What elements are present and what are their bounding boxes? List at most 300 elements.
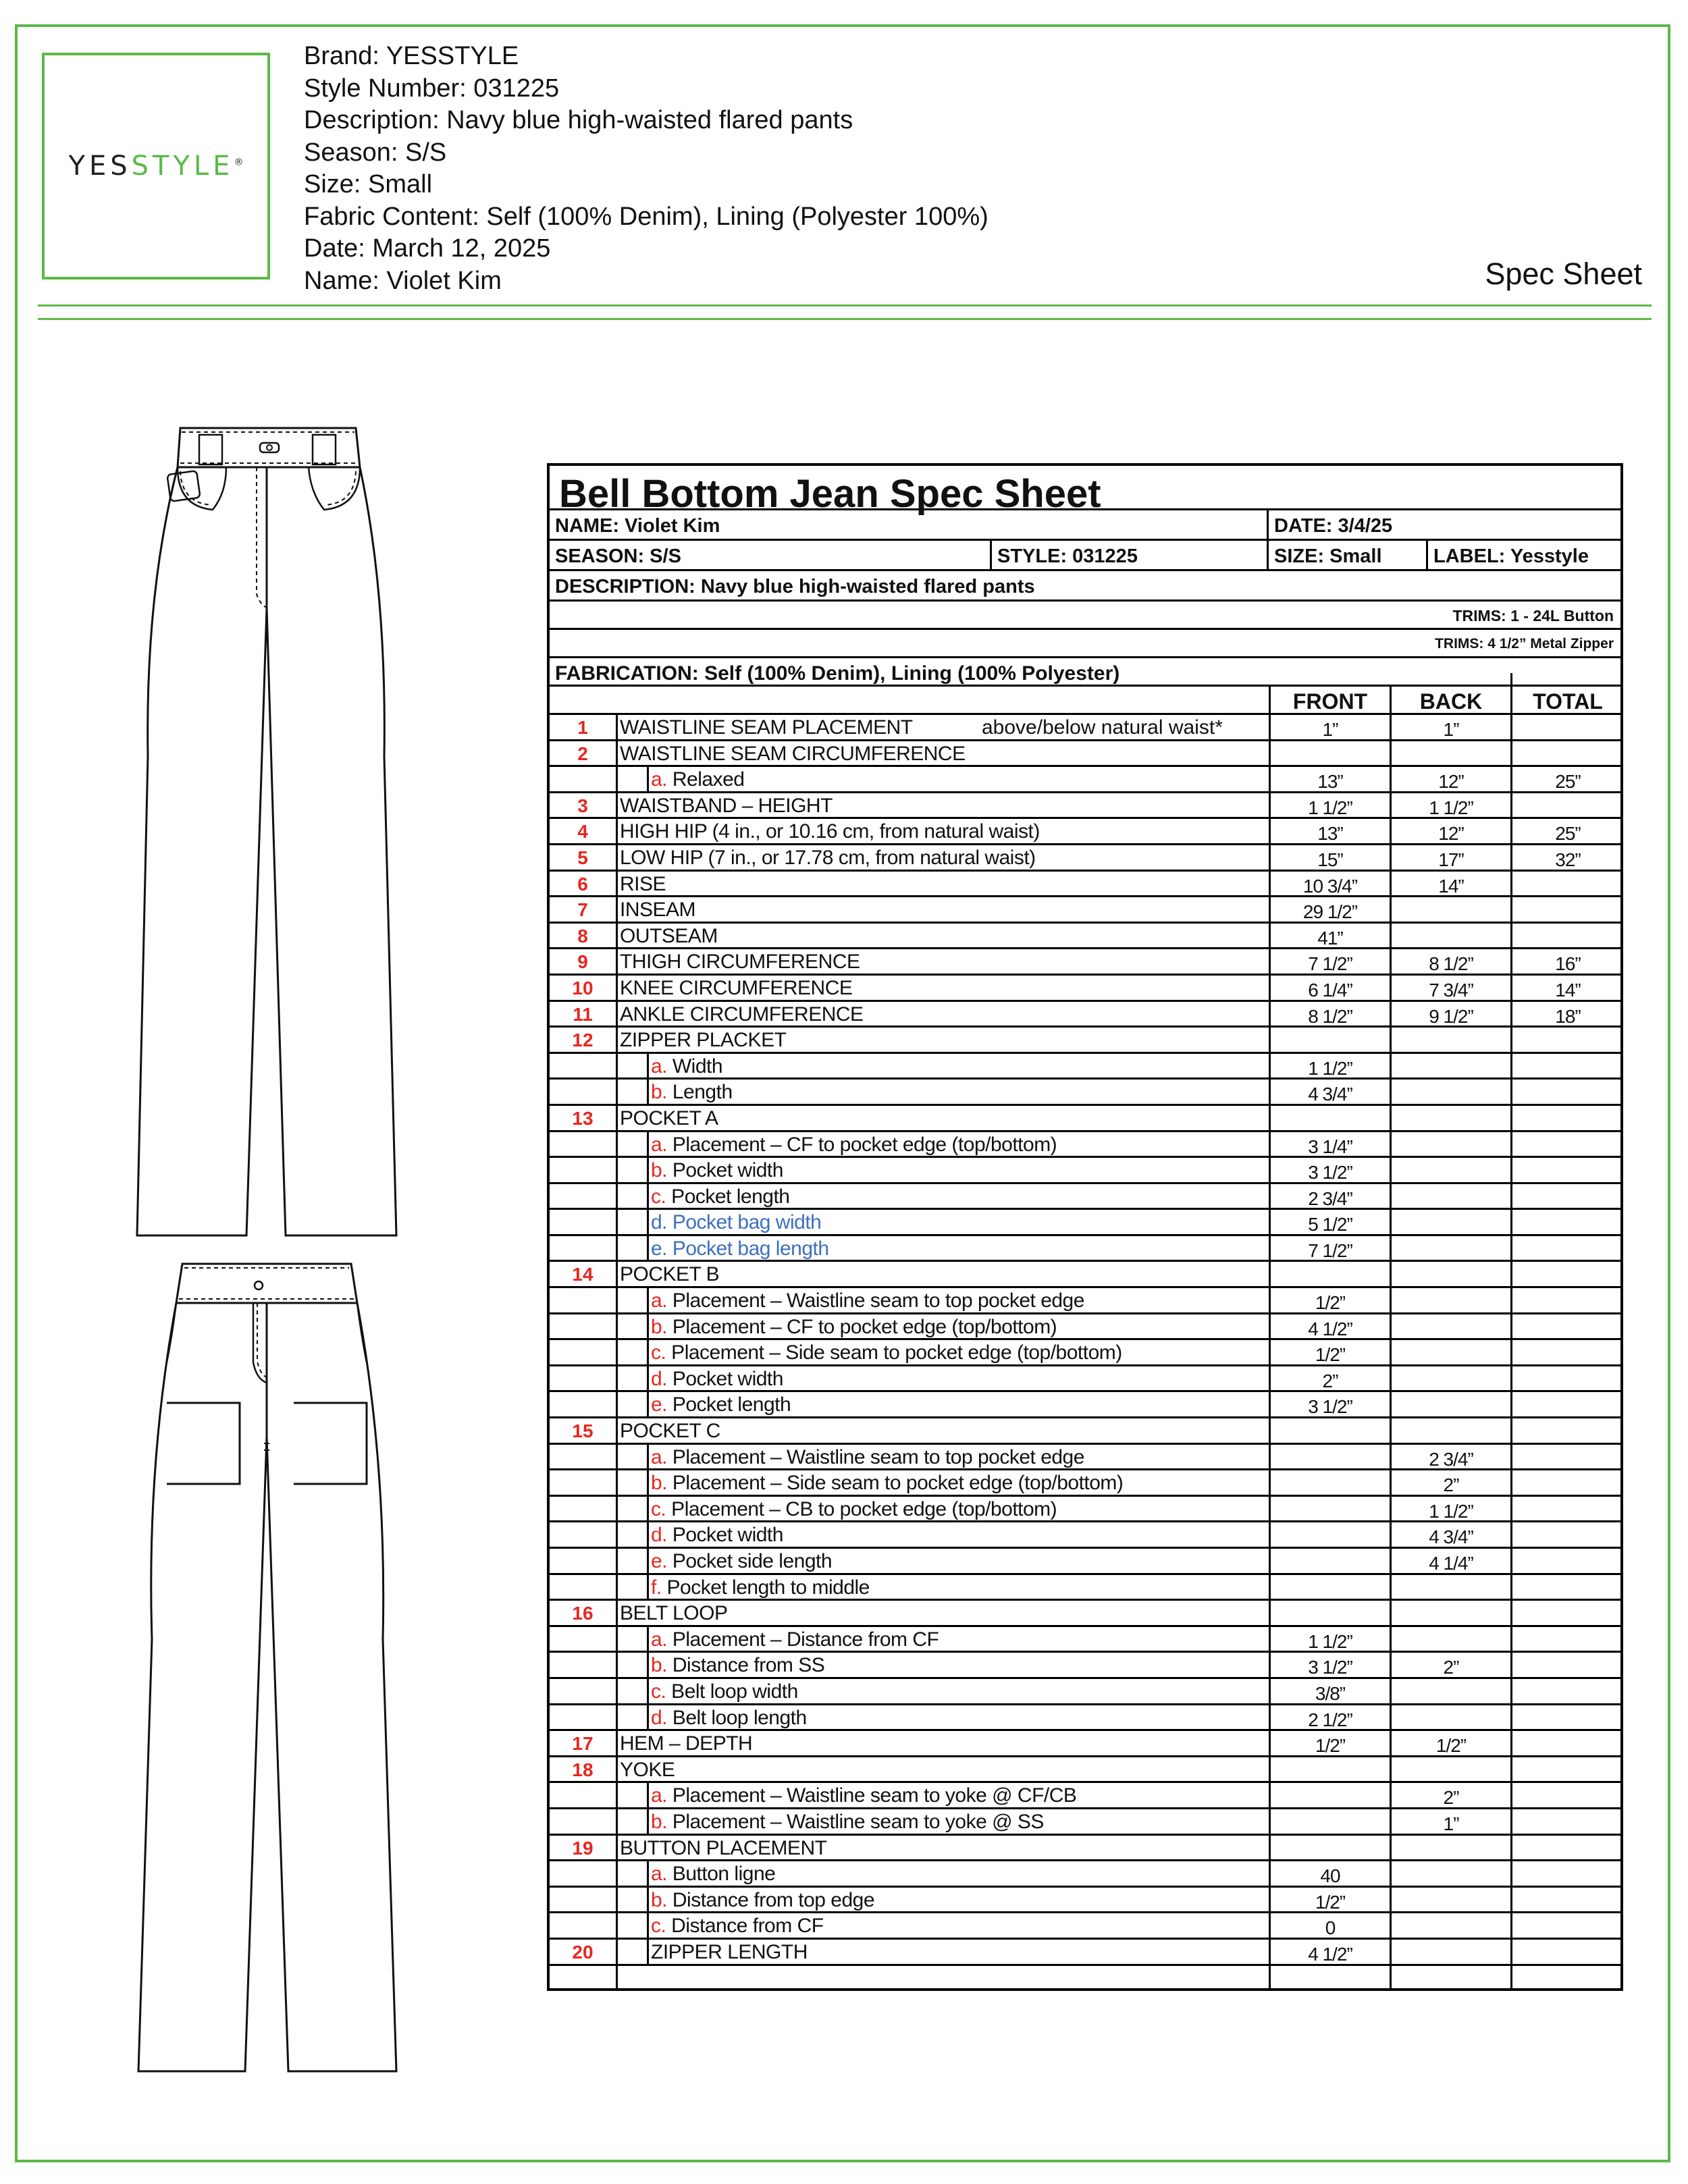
divider bbox=[616, 897, 618, 922]
divider bbox=[616, 1888, 618, 1912]
item-label-text: KNEE CIRCUMFERENCE bbox=[620, 976, 853, 999]
divider bbox=[647, 1522, 649, 1547]
divider bbox=[616, 1940, 618, 1964]
item-label bbox=[620, 1418, 720, 1444]
item-label-text: Distance from top edge bbox=[667, 1888, 875, 1911]
item-label-text: Placement – Waistline seam to yoke @ SS bbox=[667, 1810, 1044, 1833]
divider bbox=[616, 1080, 618, 1104]
item-letter: c. bbox=[651, 1915, 666, 1938]
divider bbox=[616, 715, 618, 739]
front-value: 1 1/2” bbox=[1308, 797, 1352, 818]
divider bbox=[1390, 897, 1392, 922]
front-value: 0 bbox=[1325, 1917, 1336, 1939]
front-value: 3 1/2” bbox=[1308, 1396, 1352, 1418]
divider bbox=[1510, 1601, 1512, 1625]
item-letter: b. bbox=[651, 1159, 668, 1182]
divider bbox=[1269, 1470, 1271, 1495]
doc-type-title: Spec Sheet bbox=[1485, 257, 1642, 291]
front-value: 6 1/4” bbox=[1308, 979, 1352, 1001]
divider bbox=[647, 1861, 649, 1886]
item-number: 18 bbox=[572, 1759, 594, 1780]
measurement-row bbox=[550, 1314, 1620, 1341]
divider bbox=[1390, 1966, 1392, 1988]
season-cell: SEASON: S/S bbox=[555, 545, 681, 567]
item-note: above/below natural waist* bbox=[982, 716, 1223, 739]
item-label bbox=[651, 1158, 783, 1183]
front-value: 10 3/4” bbox=[1302, 875, 1358, 897]
measurement-row bbox=[550, 1861, 1620, 1888]
divider bbox=[1269, 1809, 1271, 1834]
measurement-row bbox=[550, 1757, 1620, 1784]
item-label bbox=[620, 1106, 718, 1131]
item-label-text: Placement – CF to pocket edge (top/bottom) bbox=[667, 1133, 1057, 1156]
measurement-row bbox=[550, 1288, 1620, 1314]
divider bbox=[616, 1445, 618, 1469]
front-value: 4 1/2” bbox=[1308, 1318, 1352, 1339]
divider bbox=[647, 1913, 649, 1938]
front-value: 1/2” bbox=[1315, 1292, 1346, 1314]
description-row bbox=[550, 571, 1620, 602]
divider bbox=[616, 1392, 618, 1416]
divider bbox=[1390, 1913, 1392, 1938]
item-label bbox=[620, 845, 1036, 871]
divider bbox=[1390, 1158, 1392, 1182]
divider bbox=[1390, 1340, 1392, 1364]
divider bbox=[647, 767, 649, 791]
item-number: 7 bbox=[577, 899, 588, 921]
divider bbox=[1390, 1836, 1392, 1860]
total-value: 18” bbox=[1555, 1005, 1581, 1027]
divider bbox=[647, 1705, 649, 1730]
item-label-text: BELT LOOP bbox=[620, 1602, 728, 1625]
measurement-row bbox=[550, 1132, 1620, 1158]
divider bbox=[1269, 1262, 1271, 1286]
item-number: 15 bbox=[572, 1420, 594, 1442]
front-value: 13” bbox=[1317, 771, 1343, 793]
item-label bbox=[620, 949, 860, 975]
divider bbox=[1510, 1470, 1512, 1495]
measurement-row bbox=[550, 1653, 1620, 1679]
divider bbox=[647, 1470, 649, 1495]
trims-row-2 bbox=[550, 630, 1620, 658]
name-line: Name: Violet Kim bbox=[304, 266, 502, 295]
front-value: 1/2” bbox=[1315, 1891, 1346, 1913]
item-letter: a. bbox=[651, 1055, 668, 1077]
item-label bbox=[620, 924, 718, 949]
divider bbox=[616, 1966, 618, 1988]
back-value: 4 3/4” bbox=[1429, 1526, 1473, 1548]
measurement-row bbox=[550, 1392, 1620, 1418]
item-label bbox=[651, 1497, 1057, 1522]
item-letter: a. bbox=[651, 1628, 668, 1651]
divider bbox=[616, 949, 618, 974]
divider bbox=[616, 741, 618, 766]
back-value: 12” bbox=[1438, 771, 1464, 793]
measurement-row bbox=[550, 1705, 1620, 1732]
item-label-text: Pocket length to middle bbox=[661, 1576, 870, 1599]
back-value: 1” bbox=[1443, 1813, 1459, 1834]
divider bbox=[647, 1549, 649, 1573]
divider bbox=[1390, 1314, 1392, 1339]
divider bbox=[1510, 1080, 1512, 1104]
divider bbox=[1269, 1522, 1271, 1547]
item-label-text: Pocket length bbox=[666, 1185, 790, 1208]
divider bbox=[1269, 1966, 1271, 1988]
divider bbox=[1510, 1054, 1512, 1078]
back-value: 17” bbox=[1438, 849, 1464, 870]
divider bbox=[1510, 1418, 1512, 1443]
divider bbox=[1390, 741, 1392, 766]
divider bbox=[1510, 872, 1512, 896]
divider bbox=[647, 1783, 649, 1807]
item-number: 20 bbox=[572, 1941, 594, 1963]
divider bbox=[1390, 1132, 1392, 1156]
divider bbox=[1510, 1913, 1512, 1938]
item-label-text: Belt loop width bbox=[666, 1680, 798, 1703]
back-value: 2” bbox=[1443, 1657, 1459, 1678]
measurement-row bbox=[550, 897, 1620, 924]
measurement-row bbox=[550, 1913, 1620, 1940]
divider bbox=[616, 924, 618, 948]
divider bbox=[616, 845, 618, 870]
item-letter: b. bbox=[651, 1081, 668, 1104]
item-letter: b. bbox=[651, 1472, 668, 1495]
divider bbox=[616, 1731, 618, 1755]
front-value: 1” bbox=[1322, 719, 1338, 740]
divider bbox=[616, 1913, 618, 1938]
divider bbox=[1269, 1757, 1271, 1782]
divider bbox=[1510, 1888, 1512, 1912]
divider bbox=[1510, 1184, 1512, 1208]
front-value: 1 1/2” bbox=[1308, 1630, 1352, 1652]
item-letter: e. bbox=[651, 1550, 668, 1572]
measurement-row bbox=[550, 741, 1620, 768]
divider bbox=[1390, 1080, 1392, 1104]
divider bbox=[647, 1809, 649, 1834]
item-label-text: Distance from CF bbox=[666, 1915, 824, 1938]
divider bbox=[647, 1210, 649, 1234]
item-label bbox=[651, 1236, 829, 1262]
item-label bbox=[620, 1002, 864, 1028]
divider bbox=[1390, 1861, 1392, 1886]
item-number: 12 bbox=[572, 1030, 594, 1051]
item-letter: a. bbox=[651, 1863, 668, 1886]
front-value: 29 1/2” bbox=[1302, 901, 1358, 923]
divider bbox=[616, 793, 618, 818]
divider bbox=[1510, 1940, 1512, 1964]
divider bbox=[1510, 1627, 1512, 1651]
divider bbox=[616, 1653, 618, 1677]
divider bbox=[616, 1470, 618, 1495]
item-number: 10 bbox=[572, 977, 594, 998]
item-label-text: POCKET A bbox=[620, 1107, 718, 1129]
front-value: 3 1/2” bbox=[1308, 1657, 1352, 1678]
item-label bbox=[620, 1262, 719, 1287]
season-line: Season: S/S bbox=[304, 138, 447, 167]
back-value: 1 1/2” bbox=[1429, 797, 1473, 818]
item-letter: e. bbox=[651, 1393, 668, 1416]
item-number: 11 bbox=[573, 1003, 593, 1025]
measurement-row bbox=[550, 1627, 1620, 1653]
divider bbox=[1510, 1210, 1512, 1234]
divider bbox=[1510, 1966, 1512, 1988]
item-label-text: Placement – Waistline seam to top pocket edge bbox=[667, 1289, 1084, 1312]
front-value: 3 1/2” bbox=[1308, 1162, 1352, 1183]
item-label bbox=[620, 1731, 752, 1757]
divider bbox=[1510, 673, 1512, 685]
divider bbox=[1510, 741, 1512, 766]
date-line: Date: March 12, 2025 bbox=[304, 234, 551, 263]
back-value: 9 1/2” bbox=[1429, 1005, 1473, 1027]
divider bbox=[1510, 1731, 1512, 1755]
divider bbox=[1390, 1236, 1392, 1260]
divider bbox=[616, 1418, 618, 1443]
divider bbox=[616, 1366, 618, 1391]
measurement-row bbox=[550, 819, 1620, 845]
front-value: 2 1/2” bbox=[1308, 1709, 1352, 1730]
measurement-row bbox=[550, 1549, 1620, 1575]
item-label-text: WAISTBAND – HEIGHT bbox=[620, 794, 833, 817]
divider bbox=[647, 1366, 649, 1391]
item-label bbox=[651, 1080, 733, 1105]
item-label-text: Placement – Waistline seam to top pocket edge bbox=[667, 1445, 1084, 1468]
item-label bbox=[651, 1522, 783, 1548]
logo-text: YESSTYLE® bbox=[68, 151, 244, 182]
item-letter: c. bbox=[651, 1680, 666, 1703]
item-number: 13 bbox=[572, 1107, 594, 1129]
item-label bbox=[620, 872, 666, 897]
divider bbox=[616, 1236, 618, 1260]
total-value: 25” bbox=[1555, 823, 1581, 845]
total-value: 16” bbox=[1555, 953, 1581, 975]
item-label-text: Relaxed bbox=[667, 768, 745, 791]
back-value: 2 3/4” bbox=[1429, 1448, 1473, 1470]
item-label bbox=[651, 1913, 824, 1939]
divider bbox=[1510, 1288, 1512, 1312]
divider bbox=[616, 1575, 618, 1599]
divider bbox=[1510, 1522, 1512, 1547]
divider bbox=[1390, 1888, 1392, 1912]
divider bbox=[1390, 1210, 1392, 1234]
item-label-text: ZIPPER PLACKET bbox=[620, 1029, 787, 1052]
divider bbox=[1510, 924, 1512, 948]
divider bbox=[616, 1262, 618, 1286]
item-label bbox=[651, 1470, 1123, 1496]
divider bbox=[1269, 1445, 1271, 1469]
measurement-row bbox=[550, 1679, 1620, 1705]
item-letter: b. bbox=[651, 1654, 668, 1677]
divider bbox=[1510, 1836, 1512, 1860]
fabric-line: Fabric Content: Self (100% Denim), Lining (Polyester 100%) bbox=[304, 202, 988, 231]
measurement-rows bbox=[550, 715, 1620, 1966]
size-line: Size: Small bbox=[304, 170, 433, 198]
item-label-text: Pocket width bbox=[667, 1159, 783, 1182]
item-label-text: BUTTON PLACEMENT bbox=[620, 1836, 827, 1859]
divider bbox=[647, 1679, 649, 1703]
divider bbox=[1510, 1314, 1512, 1339]
item-label bbox=[651, 1054, 722, 1080]
front-value: 5 1/2” bbox=[1308, 1214, 1352, 1235]
divider bbox=[647, 1575, 649, 1599]
trims-zipper: TRIMS: 4 1/2” Metal Zipper bbox=[1435, 636, 1614, 651]
item-number: 14 bbox=[572, 1264, 594, 1285]
measurement-row bbox=[550, 1522, 1620, 1549]
item-label bbox=[651, 1184, 789, 1210]
divider bbox=[1390, 1366, 1392, 1391]
item-label-text: Button ligne bbox=[667, 1863, 776, 1886]
measurement-row bbox=[550, 1340, 1620, 1366]
measurement-row bbox=[550, 1106, 1620, 1132]
size-cell: SIZE: Small bbox=[1274, 545, 1382, 567]
divider bbox=[616, 1809, 618, 1834]
item-label bbox=[651, 1549, 832, 1574]
item-letter: a. bbox=[651, 768, 668, 791]
header-info bbox=[304, 41, 988, 297]
item-number: 5 bbox=[577, 847, 588, 868]
divider bbox=[616, 1836, 618, 1860]
divider bbox=[616, 976, 618, 1000]
item-letter: d. bbox=[651, 1211, 668, 1234]
item-label-text: Pocket width bbox=[667, 1367, 783, 1390]
divider bbox=[647, 1314, 649, 1339]
brand-logo bbox=[42, 53, 270, 279]
empty-final-row bbox=[550, 1966, 1620, 1988]
divider bbox=[1269, 1106, 1271, 1130]
divider bbox=[616, 1705, 618, 1730]
total-value: 32” bbox=[1555, 849, 1581, 870]
item-label-text: Placement – CB to pocket edge (top/bottom) bbox=[666, 1497, 1057, 1520]
item-letter: a. bbox=[651, 1289, 668, 1312]
divider bbox=[616, 767, 618, 791]
divider bbox=[1510, 1861, 1512, 1886]
divider bbox=[1269, 1836, 1271, 1860]
front-value: 15” bbox=[1317, 849, 1343, 870]
item-letter: b. bbox=[651, 1315, 668, 1338]
divider bbox=[647, 1497, 649, 1521]
item-number: 17 bbox=[572, 1733, 594, 1755]
item-label bbox=[620, 1757, 675, 1783]
divider bbox=[1269, 1418, 1271, 1443]
front-column-header: FRONT bbox=[1292, 689, 1368, 714]
item-label-text: Length bbox=[667, 1081, 733, 1104]
divider bbox=[616, 872, 618, 896]
item-number: 19 bbox=[572, 1837, 594, 1859]
divider bbox=[616, 1288, 618, 1312]
measurement-row bbox=[550, 1601, 1620, 1627]
front-value: 1/2” bbox=[1315, 1735, 1346, 1757]
trims-row-1 bbox=[550, 602, 1620, 630]
measurement-row bbox=[550, 1158, 1620, 1184]
divider bbox=[616, 1106, 618, 1130]
item-label bbox=[651, 1653, 824, 1678]
item-label bbox=[620, 976, 852, 1001]
name-date-row bbox=[550, 510, 1620, 541]
divider bbox=[616, 1132, 618, 1156]
item-label bbox=[651, 1340, 1122, 1366]
divider bbox=[1510, 1158, 1512, 1182]
item-letter: c. bbox=[651, 1341, 666, 1364]
item-label-text: Placement – CF to pocket edge (top/bottom) bbox=[667, 1315, 1057, 1338]
divider bbox=[1390, 1757, 1392, 1782]
measurement-row bbox=[550, 1054, 1620, 1080]
item-letter: d. bbox=[651, 1367, 668, 1390]
divider bbox=[1510, 1236, 1512, 1260]
measurement-row bbox=[550, 1809, 1620, 1836]
divider bbox=[1390, 1392, 1392, 1416]
item-label-text: Belt loop length bbox=[667, 1706, 807, 1729]
style-number-line: Style Number: 031225 bbox=[304, 74, 560, 103]
back-value: 1” bbox=[1443, 719, 1459, 740]
total-value: 14” bbox=[1555, 979, 1581, 1001]
divider bbox=[1510, 1392, 1512, 1416]
divider bbox=[1390, 1054, 1392, 1078]
item-label bbox=[651, 1679, 798, 1705]
divider bbox=[1390, 924, 1392, 948]
divider bbox=[616, 1340, 618, 1364]
divider bbox=[1510, 1757, 1512, 1782]
item-label bbox=[651, 1705, 807, 1731]
item-letter: c. bbox=[651, 1185, 666, 1208]
divider bbox=[1510, 1340, 1512, 1364]
divider bbox=[647, 1236, 649, 1260]
item-number: 1 bbox=[577, 717, 588, 738]
divider bbox=[1510, 897, 1512, 922]
item-number: 6 bbox=[577, 873, 588, 895]
item-label-text: OUTSEAM bbox=[620, 924, 718, 947]
front-value: 3 1/4” bbox=[1308, 1136, 1352, 1157]
spec-table-title: Bell Bottom Jean Spec Sheet bbox=[559, 472, 1101, 516]
front-value: 4 1/2” bbox=[1308, 1943, 1352, 1965]
spec-table-title-row bbox=[550, 466, 1620, 516]
item-label-text: POCKET B bbox=[620, 1263, 720, 1286]
measurement-row bbox=[550, 1002, 1620, 1028]
back-value: 7 3/4” bbox=[1429, 979, 1473, 1001]
measurement-row bbox=[550, 1210, 1620, 1236]
divider bbox=[1390, 1575, 1392, 1599]
item-letter: f. bbox=[651, 1576, 662, 1599]
measurement-row bbox=[550, 1418, 1620, 1445]
item-label bbox=[651, 1783, 1076, 1809]
item-number: 3 bbox=[577, 795, 588, 816]
item-label bbox=[651, 1575, 870, 1601]
item-label bbox=[651, 1210, 821, 1235]
back-value: 14” bbox=[1438, 875, 1464, 897]
item-label-text: POCKET C bbox=[620, 1420, 720, 1443]
divider bbox=[647, 1158, 649, 1182]
measurement-row bbox=[550, 924, 1620, 950]
item-label bbox=[651, 1132, 1057, 1158]
item-label-text: Pocket width bbox=[667, 1524, 783, 1547]
divider bbox=[1510, 1445, 1512, 1469]
item-label-text: ANKLE CIRCUMFERENCE bbox=[620, 1003, 864, 1026]
item-label-text: Distance from SS bbox=[667, 1654, 825, 1677]
item-letter: a. bbox=[651, 1133, 668, 1156]
divider bbox=[1390, 1601, 1392, 1625]
style-cell: STYLE: 031225 bbox=[997, 545, 1138, 567]
divider bbox=[647, 1392, 649, 1416]
item-label-text: Placement – Side seam to pocket edge (top/bottom) bbox=[667, 1472, 1124, 1495]
item-label-text: THIGH CIRCUMFERENCE bbox=[620, 951, 860, 974]
item-letter: b. bbox=[651, 1810, 668, 1833]
item-number: 16 bbox=[572, 1603, 594, 1624]
item-letter: b. bbox=[651, 1888, 668, 1911]
label-cell: LABEL: Yesstyle bbox=[1433, 545, 1589, 567]
date-cell: DATE: 3/4/25 bbox=[1274, 515, 1393, 537]
item-letter: e. bbox=[651, 1237, 668, 1260]
divider bbox=[647, 1288, 649, 1312]
divider bbox=[647, 1080, 649, 1104]
item-label-text: ZIPPER LENGTH bbox=[651, 1940, 808, 1963]
